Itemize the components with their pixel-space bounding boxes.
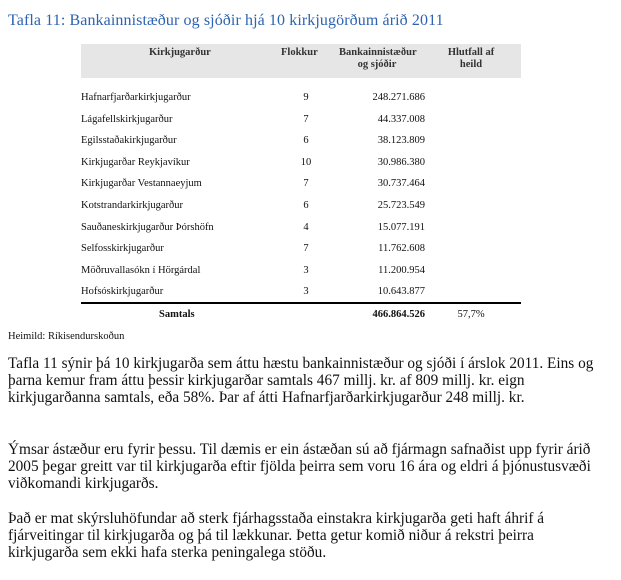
table-source: Heimild: Ríkisendurskoðun <box>8 331 125 342</box>
cell-name: Kirkjugarðar Reykjavíkur <box>81 156 190 168</box>
cell-bank: 10.643.877 <box>377 286 425 298</box>
header-share-line1: Hlutfall af <box>447 47 495 58</box>
table-row <box>81 86 521 108</box>
cell-name: Hafnarfjarðarkirkjugarður <box>81 92 191 103</box>
paragraph-1: Tafla 11 sýnir þá 10 kirkjugarða sem áttu hæstu bankainnistæður og sjóði í árslok 2011. Eins og þarna kemur fram áttu þessir kirkjugarðar samtals 467 millj. kr. af 809 millj. kr. eign kirkjugarðanna samtals, eða 58%. Þar af átti Hafnarfjarðarkirkjugarður 248 millj. kr. <box>8 355 594 407</box>
cell-flokkur: 7 <box>303 113 309 125</box>
cell-name: Kirkjugarðar Vestannaeyjum <box>81 178 202 190</box>
total-bank: 466.864.526 <box>372 308 425 320</box>
cell-flokkur: 7 <box>303 243 309 255</box>
cell-name: Lágafellskirkjugarður <box>81 113 173 125</box>
header-share-line2: heild <box>459 59 483 70</box>
header-share <box>441 47 501 71</box>
table-row <box>81 237 521 259</box>
cell-name: Hofsóskirkjugarður <box>81 286 164 298</box>
table-row <box>81 108 521 130</box>
cell-bank: 30.737.464 <box>377 178 425 190</box>
cell-flokkur: 6 <box>303 199 309 211</box>
cell-bank: 25.723.549 <box>377 199 425 211</box>
cemetery-table <box>81 44 521 328</box>
table-row <box>81 129 521 151</box>
cell-bank: 248.271.686 <box>372 92 425 103</box>
cell-bank: 11.200.954 <box>378 264 425 276</box>
table-caption: Tafla 11: Bankainnistæður og sjóðir hjá 10 kirkjugörðum árið 2011 <box>8 12 444 29</box>
total-share: 57,7% <box>457 308 485 320</box>
header-flokkur: Flokkur <box>281 47 318 58</box>
paragraph-2: Ýmsar ástæður eru fyrir þessu. Til dæmis er ein ástæðan sú að fjármagn safnaðist upp fyrir árið 2005 þegar greitt var til kirkjugarða eftir fjölda þeirra sem voru 16 ára og eldri á þjónustusvæði viðkomandi kirkjugarðs. <box>8 441 591 493</box>
table-row <box>81 259 521 281</box>
cell-flokkur: 4 <box>303 221 309 233</box>
paragraph-3: Það er mat skýrsluhöfundar að sterk fjárhagsstaða einstakra kirkjugarða geti haft áhrif á fjárveitingar til kirkjugarða og þá til lækkunar. Þetta getur komið niður á rekstri þeirra kirkjugarða sem ekki hafa sterka peningalega stöðu. <box>8 510 545 562</box>
header-bank-deposits <box>339 47 415 71</box>
table-header <box>81 44 521 78</box>
cell-flokkur: 10 <box>300 156 312 168</box>
header-bank-line1: Bankainnistæður <box>339 47 417 58</box>
table-row <box>81 280 521 302</box>
cell-bank: 11.762.608 <box>378 243 425 255</box>
cell-flokkur: 9 <box>303 92 309 103</box>
cell-name: Selfosskirkjugarður <box>81 243 164 255</box>
cell-flokkur: 7 <box>303 178 309 190</box>
cell-bank: 38.123.809 <box>377 135 425 147</box>
header-cemetery: Kirkjugarður <box>149 47 211 58</box>
cell-bank: 44.337.008 <box>377 113 425 125</box>
cell-bank: 15.077.191 <box>377 221 425 233</box>
header-bank-line2: og sjóðir <box>357 59 397 70</box>
cell-name: Kotstrandarkirkjugarður <box>81 199 184 211</box>
table-row <box>81 172 521 194</box>
cell-flokkur: 6 <box>303 135 309 147</box>
total-row <box>81 304 521 328</box>
cell-flokkur: 3 <box>303 264 309 276</box>
cell-name: Möðruvallasókn í Hörgárdal <box>81 264 201 276</box>
table-row <box>81 194 521 216</box>
cell-bank: 30.986.380 <box>377 156 425 168</box>
cell-name: Sauðaneskirkjugarður Þórshöfn <box>81 221 214 233</box>
cell-flokkur: 3 <box>303 286 309 298</box>
table-row <box>81 151 521 173</box>
total-label: Samtals <box>159 308 195 320</box>
cell-name: Egilsstaðakirkjugarður <box>81 135 177 147</box>
table-row <box>81 216 521 238</box>
